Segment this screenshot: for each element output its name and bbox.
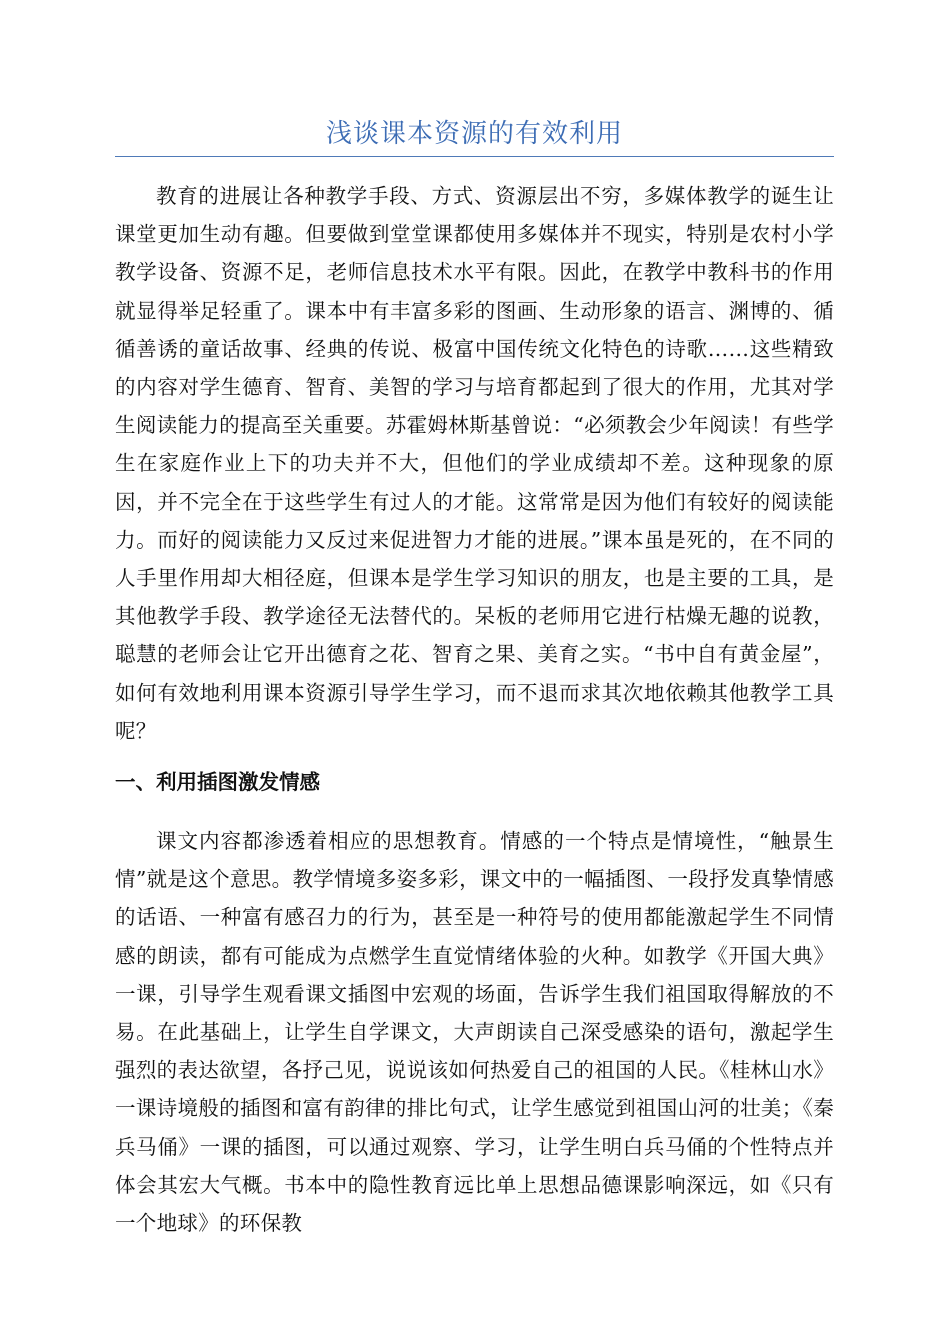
intro-paragraph: 教育的进展让各种教学手段、方式、资源层出不穷，多媒体教学的诞生让课堂更加生动有趣。但要做到堂堂课都使用多媒体并不现实，特别是农村小学教学设备、资源不足，老师信息技术水平有限。因此，在教学中教科书的作用就显得举足轻重了。课本中有丰富多彩的图画、生动形象的语言、渊博的、循循善诱的童话故事、经典的传说、极富中国传统文化特色的诗歌……这些精致的内容对学生德育、智育、美智的学习与培育都起到了很大的作用，尤其对学生阅读能力的提高至关重要。苏霍姆林斯基曾说：“必须教会少年阅读！有些学生在家庭作业上下的功夫并不大，但他们的学业成绩却不差。这种现象的原因，并不完全在于这些学生有过人的才能。这常常是因为他们有较好的阅读能力。而好的阅读能力又反过来促进智力才能的进展。”课本虽是死的，在不同的人手里作用却大相径庭，但课本是学生学习知识的朋友，也是主要的工具，是其他教学手段、教学途径无法替代的。呆板的老师用它进行枯燥无趣的说教，聪慧的老师会让它开出德育之花、智育之果、美育之实。“书中自有黄金屋”，如何有效地利用课本资源引导学生学习，而不退而求其次地依赖其他教学工具呢？ xyxy=(115,184,834,743)
section-paragraph: 课文内容都渗透着相应的思想教育。情感的一个特点是情境性，“触景生情”就是这个意思。教学情境多姿多彩，课文中的一幅插图、一段抒发真挚情感的话语、一种富有感召力的行为，甚至是一种符号的使用都能激起学生不同情感的朗读，都有可能成为点燃学生直觉情绪体验的火种。如教学《开国大典》一课，引导学生观看课文插图中宏观的场面，告诉学生我们祖国取得解放的不易。在此基础上，让学生自学课文，大声朗读自己深受感染的语句，激起学生强烈的表达欲望，各抒己见，说说该如何热爱自己的祖国的人民。《桂林山水》一课诗境般的插图和富有韵律的排比句式，让学生感觉到祖国山河的壮美；《秦兵马俑》一课的插图，可以通过观察、学习，让学生明白兵马俑的个性特点并体会其宏大气概。书本中的隐性教育远比单上思想品德课影响深远，如《只有一个地球》的环保教 xyxy=(115,829,834,1236)
section-heading: 一、利用插图激发情感 xyxy=(115,770,320,794)
document-title: 浅谈课本资源的有效利用 xyxy=(325,119,623,149)
title-block xyxy=(115,112,834,157)
